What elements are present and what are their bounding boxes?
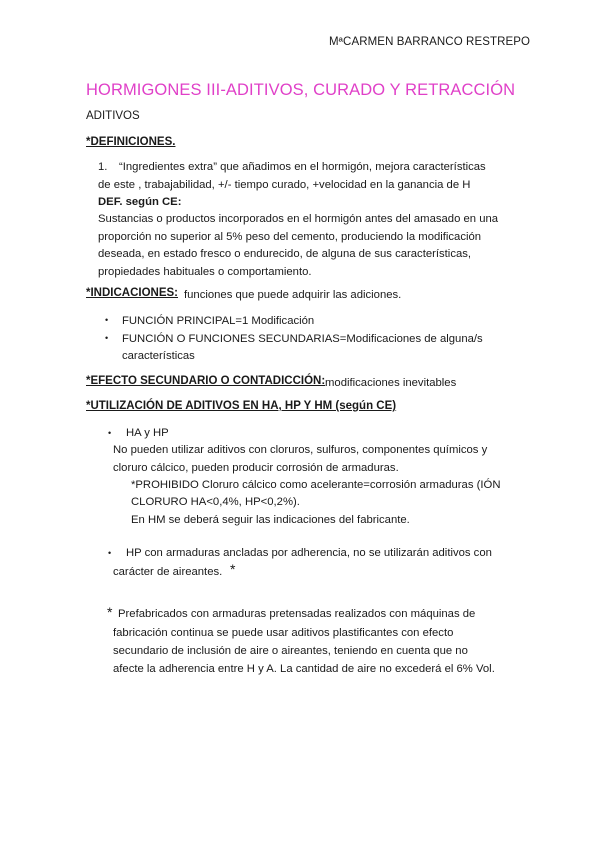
bullet-icon: • bbox=[105, 333, 109, 343]
def-ce-heading: DEF. según CE: bbox=[98, 196, 182, 208]
ha-hp-label: HA y HP bbox=[126, 427, 169, 439]
prohibido-line-2: CLORURO HA<0,4%, HP<0,2%). bbox=[131, 496, 300, 508]
prohibido-line-3: En HM se deberá seguir las indicaciones del fabricante. bbox=[131, 514, 410, 526]
prohibido-line-1: *PROHIBIDO Cloruro cálcico como acelerante=corrosión armaduras (IÓN bbox=[131, 479, 501, 491]
bullet-icon: • bbox=[108, 428, 112, 438]
def-ce-line-1: Sustancias o productos incorporados en el hormigón antes del amasado en una bbox=[98, 213, 499, 225]
ha-hp-line-1: No pueden utilizar aditivos con cloruros, sulfuros, componentes químicos y bbox=[113, 444, 488, 456]
efecto-text: modificaciones inevitables bbox=[325, 377, 457, 389]
ha-hp-line-2: cloruro cálcico, pueden producir corrosión de armaduras. bbox=[113, 462, 399, 474]
note-line-1: Prefabricados con armaduras pretensadas realizados con máquinas de bbox=[118, 608, 476, 620]
asterisk-icon: * bbox=[230, 561, 236, 577]
bullet-icon: • bbox=[105, 315, 109, 325]
indicaciones-text: funciones que puede adquirir las adiciones. bbox=[184, 289, 402, 301]
page-title: HORMIGONES III-ADITIVOS, CURADO Y RETRACCIÓN bbox=[86, 81, 516, 99]
bullet-icon: • bbox=[108, 548, 112, 558]
def-ce-line-3: deseada, en estado fresco o endurecido, de alguna de sus características, bbox=[98, 248, 472, 260]
indicaciones-heading: *INDICACIONES: bbox=[86, 287, 179, 299]
def-item-line-1: “Ingredientes extra” que añadimos en el hormigón, mejora características bbox=[119, 161, 486, 173]
asterisk-icon: * bbox=[107, 604, 113, 620]
hp-line-1: HP con armaduras ancladas por adherencia, no se utilizarán aditivos con bbox=[126, 547, 492, 559]
utilizacion-heading: *UTILIZACIÓN DE ADITIVOS EN HA, HP Y HM (según CE) bbox=[86, 400, 397, 412]
def-item-line-2: de este , trabajabilidad, +/- tiempo curado, +velocidad en la ganancia de H bbox=[98, 179, 471, 191]
note-line-4: afecte la adherencia entre H y A. La cantidad de aire no excederá el 6% Vol. bbox=[113, 663, 495, 675]
indicaciones-item-2-cont: características bbox=[122, 350, 195, 362]
def-ce-line-4: propiedades habituales o comportamiento. bbox=[98, 266, 312, 278]
note-line-3: secundario de inclusión de aire o aireantes, teniendo en cuenta que no bbox=[113, 645, 468, 657]
definiciones-heading: *DEFINICIONES. bbox=[86, 136, 176, 148]
def-item-number: 1. bbox=[98, 161, 108, 173]
hp-line-2: carácter de aireantes. bbox=[113, 566, 223, 578]
note-line-2: fabricación continua se puede usar aditivos plastificantes con efecto bbox=[113, 627, 454, 639]
indicaciones-item-2: FUNCIÓN O FUNCIONES SECUNDARIAS=Modificaciones de alguna/s bbox=[122, 333, 483, 345]
section-subtitle: ADITIVOS bbox=[86, 110, 140, 122]
def-ce-line-2: proporción no superior al 5% peso del cemento, produciendo la modificación bbox=[98, 231, 482, 243]
indicaciones-item-1: FUNCIÓN PRINCIPAL=1 Modificación bbox=[122, 315, 315, 327]
author-name: MªCARMEN BARRANCO RESTREPO bbox=[329, 36, 531, 48]
efecto-heading: *EFECTO SECUNDARIO O CONTADICCIÓN: bbox=[86, 375, 326, 387]
